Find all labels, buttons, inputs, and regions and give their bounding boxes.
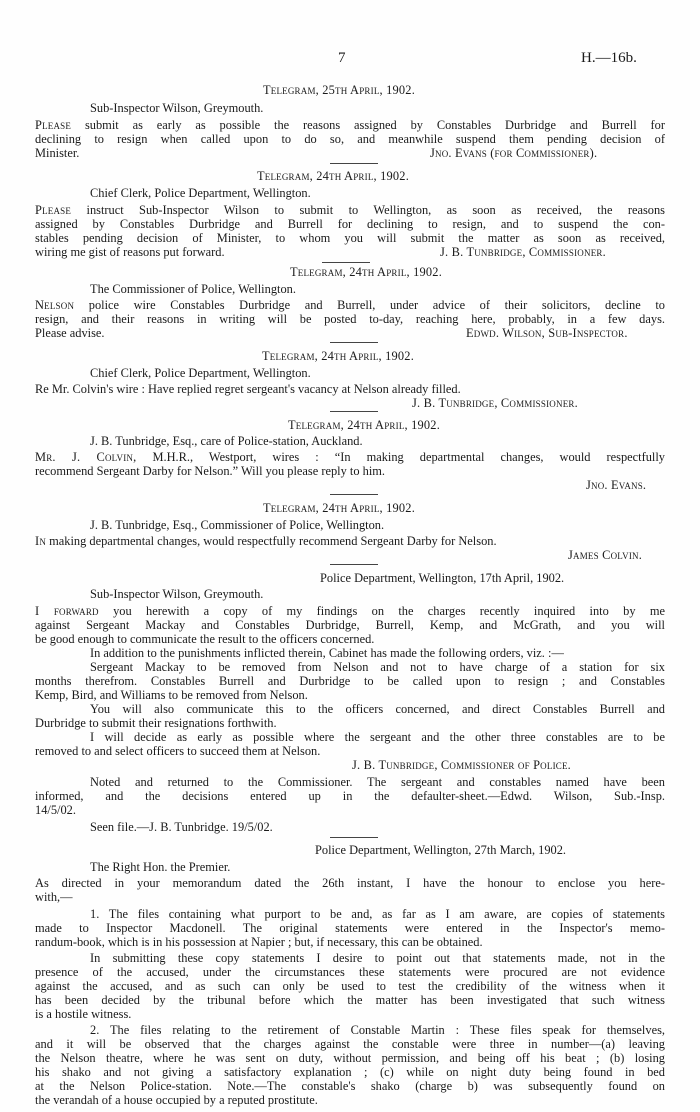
section-divider <box>330 411 378 412</box>
body-line: be good enough to communicate the result to the officers concerned. <box>35 632 375 646</box>
telegram-heading: Telegram, 24th April, 1902. <box>257 169 409 183</box>
body-line: is a hostile witness. <box>35 1007 132 1021</box>
letter-heading: Police Department, Wellington, 17th April, 1902. <box>320 571 565 585</box>
body-line: Durbridge to submit their resignations forthwith. <box>35 716 277 730</box>
body-line: assigned by Constables Durbridge and Burrell for declining to resign, and to suspend the con- <box>35 217 665 231</box>
body-line: made to Inspector Macdonell. The original statements were entered in the Inspector's memo- <box>35 921 665 935</box>
body-line: 1. The files containing what purport to be and, as far as I am aware, are copies of statements <box>90 907 665 921</box>
telegram-heading: Telegram, 24th April, 1902. <box>263 501 415 515</box>
body-line: randum-book, which is in his possession at Napier ; but, if necessary, this can be obtained. <box>35 935 483 949</box>
lead-word: Please <box>35 118 72 132</box>
telegram-heading: Telegram, 24th April, 1902. <box>262 349 414 363</box>
body-line: Re Mr. Colvin's wire : Have replied regret sergeant's vacancy at Nelson already filled. <box>35 382 461 396</box>
body-line: at the Nelson Police-station. Note.—The constable's shako (charge b) was subsequently found on <box>35 1079 665 1093</box>
body-line: wiring me gist of reasons put forward. <box>35 245 225 259</box>
body-line: Nelson police wire Constables Durbridge and Burrell, under advice of their solicitors, decline to <box>35 298 665 312</box>
body-line: I will decide as early as possible where the sergeant and the other three constables are to be <box>90 730 665 744</box>
telegram-heading: Telegram, 24th April, 1902. <box>290 265 442 279</box>
section-divider <box>330 494 378 495</box>
body-line: and it will be observed that the charges against the constable were three in number—(a) leaving <box>35 1037 665 1051</box>
body-line: Please submit as early as possible the reasons assigned by Constables Durbridge and Burrell for <box>35 118 665 132</box>
signature: Edwd. Wilson, Sub-Inspector. <box>466 326 628 340</box>
lead-word: Please <box>35 203 72 217</box>
body-line: the verandah of a house occupied by a reputed prostitute. <box>35 1093 318 1107</box>
body-line: You will also communicate this to the officers concerned, and direct Constables Burrell and <box>90 702 665 716</box>
body-line: against the accused, and as such can only be used to test the credibility of the witness when it <box>35 979 665 993</box>
body-line: I forward you herewith a copy of my findings on the charges recently inquired into by me <box>35 604 665 618</box>
endorsement-line: Seen file.—J. B. Tunbridge. 19/5/02. <box>90 820 273 834</box>
body-line: In submitting these copy statements I desire to point out that statements made, not in the <box>90 951 665 965</box>
lead-word: Nelson <box>35 298 75 312</box>
telegram-heading: Telegram, 24th April, 1902. <box>288 418 440 432</box>
document-reference: H.—16b. <box>581 50 637 66</box>
addressee: Sub-Inspector Wilson, Greymouth. <box>90 101 264 115</box>
addressee: The Commissioner of Police, Wellington. <box>90 282 296 296</box>
body-line: resign, and their reasons in writing will be posted to-day, reaching here, probably, in a few days. <box>35 312 665 326</box>
body-line: recommend Sergeant Darby for Nelson.” Will you please reply to him. <box>35 464 386 478</box>
section-divider <box>330 342 378 343</box>
body-line: declining to resign when called upon to do so, and meanwhile suspend them pending decision of <box>35 132 665 146</box>
body-line: months therefrom. Constables Burrell and Durbridge to be called upon to resign ; and Constables <box>35 674 665 688</box>
body-line: Kemp, Bird, and Williams to be removed from Nelson. <box>35 688 308 702</box>
signature: J. B. Tunbridge, Commissioner. <box>412 396 578 410</box>
body-line: presence of the accused, under the circumstances these statements were procured are not evidence <box>35 965 665 979</box>
section-divider <box>330 837 378 838</box>
lead-word: In <box>35 534 47 548</box>
letter-heading: Police Department, Wellington, 27th March, 1902. <box>315 843 567 857</box>
telegram-heading: Telegram, 25th April, 1902. <box>263 83 415 97</box>
body-line: Please advise. <box>35 326 105 340</box>
body-line: In making departmental changes, would respectfully recommend Sergeant Darby for Nelson. <box>35 534 497 548</box>
lead-word: Mr. J. Colvin, <box>35 450 137 464</box>
section-divider <box>322 262 370 263</box>
body-line: stables pending decision of Minister, to whom you will submit the matter as soon as received, <box>35 231 665 245</box>
addressee: Sub-Inspector Wilson, Greymouth. <box>90 587 264 601</box>
addressee: Chief Clerk, Police Department, Wellington. <box>90 186 311 200</box>
page-number: 7 <box>338 50 346 66</box>
section-divider <box>330 564 378 565</box>
addressee: J. B. Tunbridge, Esq., Commissioner of Police, Wellington. <box>90 518 385 532</box>
body-line: Sergeant Mackay to be removed from Nelson and not to have charge of a station for six <box>90 660 665 674</box>
body-line: 2. The files relating to the retirement of Constable Martin : These files speak for themselves, <box>90 1023 665 1037</box>
section-divider <box>330 163 378 164</box>
body-line: In addition to the punishments inflicted therein, Cabinet has made the following orders, viz. :— <box>90 646 564 660</box>
body-line: with,— <box>35 890 73 904</box>
lead-word: I forward <box>35 604 99 618</box>
body-line: has been decided by the tribunal before which the matter has been investigated that such witness <box>35 993 665 1007</box>
addressee: The Right Hon. the Premier. <box>90 860 231 874</box>
signature: Jno. Evans (for Commissioner). <box>430 146 598 160</box>
body-line: against Sergeant Mackay and Constables Durbridge, Burrell, Kemp, and McGrath, and you will <box>35 618 665 632</box>
endorsement-line: informed, and the decisions entered up in the defaulter-sheet.—Edwd. Wilson, Sub.-Insp. <box>35 789 665 803</box>
body-line: As directed in your memorandum dated the 26th instant, I have the honour to enclose you here- <box>35 876 665 890</box>
addressee: Chief Clerk, Police Department, Wellington. <box>90 366 311 380</box>
addressee: J. B. Tunbridge, Esq., care of Police-station, Auckland. <box>90 434 363 448</box>
endorsement-line: Noted and returned to the Commissioner. The sergeant and constables named have been <box>90 775 665 789</box>
endorsement-line: 14/5/02. <box>35 803 76 817</box>
signature: Jno. Evans. <box>586 478 647 492</box>
body-line: removed to and select officers to succeed them at Nelson. <box>35 744 321 758</box>
body-line: the Nelson theatre, where he was sent on duty, without permission, and being off his beat ; (b) losing <box>35 1051 665 1065</box>
body-line: Please instruct Sub-Inspector Wilson to submit to Wellington, as soon as received, the reasons <box>35 203 665 217</box>
body-line: Mr. J. Colvin, M.H.R., Westport, wires : “In making departmental changes, would respectfully <box>35 450 665 464</box>
signature: J. B. Tunbridge, Commissioner. <box>440 245 606 259</box>
signature: J. B. Tunbridge, Commissioner of Police. <box>352 758 571 772</box>
body-line: Minister. <box>35 146 80 160</box>
body-line: his shako and not giving a satisfactory explanation ; (c) while on night duty being found in bed <box>35 1065 665 1079</box>
signature: James Colvin. <box>568 548 643 562</box>
